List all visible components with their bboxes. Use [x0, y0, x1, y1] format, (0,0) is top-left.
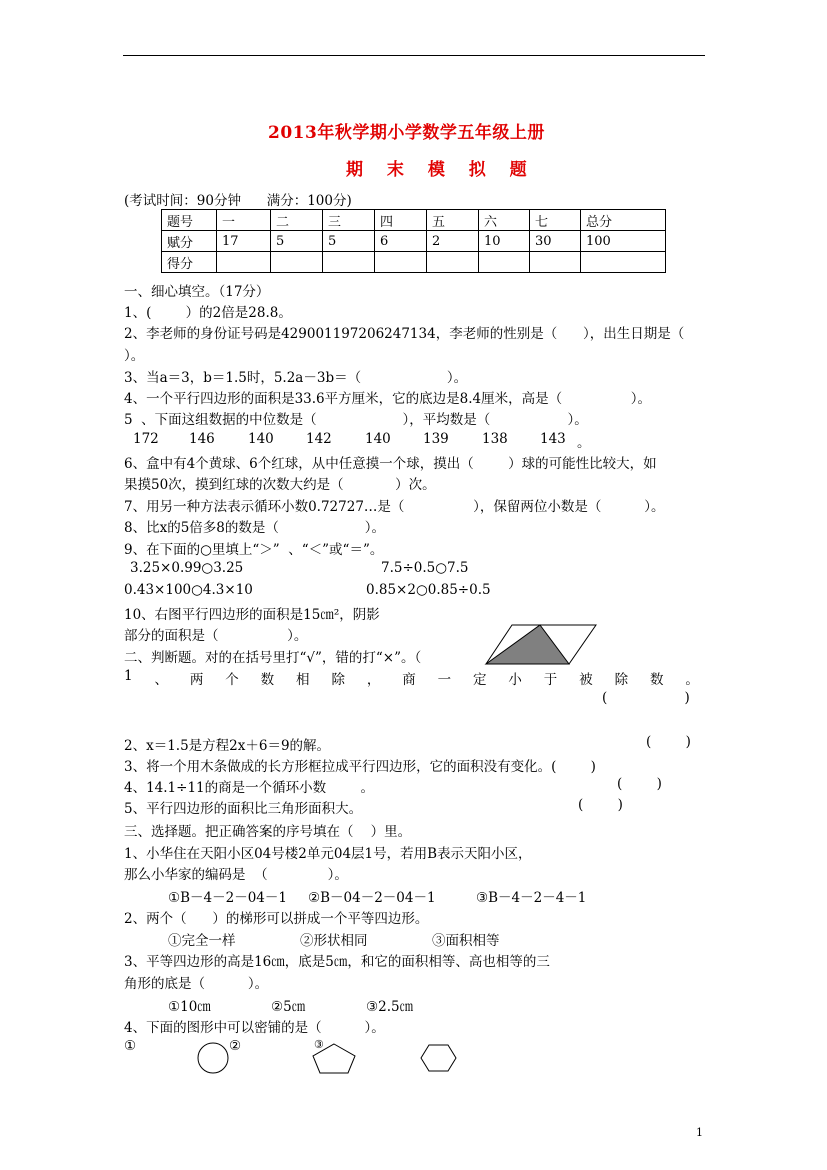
- shape-label: ②: [229, 1038, 242, 1054]
- table-cell: 100: [581, 231, 666, 252]
- parallelogram-figure: [478, 624, 608, 666]
- score-entry-cell[interactable]: [479, 252, 530, 273]
- question-1-10-cont: 部分的面积是（ ）。: [124, 628, 308, 644]
- table-cell: 总分: [581, 210, 666, 231]
- table-cell: 5: [271, 231, 323, 252]
- section3-heading: 三、选择题。把正确答案的序号填在（ ）里。: [124, 824, 412, 840]
- question-3-2: 2、两个（ ）的梯形可以拼成一个平等四边形。: [124, 911, 429, 927]
- option[interactable]: ③B－4－2－4－1: [476, 890, 587, 906]
- table-cell: 2: [427, 231, 479, 252]
- question-1-6: 6、盒中有4个黄球、6个红球，从中任意摸一个球，摸出（ ）球的可能性比较大，如: [124, 456, 657, 472]
- question-2-1: 1 、 两 个 数 相 除 ， 商 一 定 小 于 被 除 数 。: [124, 668, 699, 688]
- table-cell: 七: [530, 210, 581, 231]
- score-entry-cell[interactable]: [375, 252, 427, 273]
- option[interactable]: ②B－04－2－04－1: [308, 890, 436, 906]
- question-1-9: 9、在下面的○里填上“＞” 、“＜”或“＝”。: [124, 542, 384, 558]
- question-1-2: 2、李老师的身份证号码是429001197206247134，李老师的性别是（ ），出生日期是（: [124, 326, 685, 342]
- question-3-3-cont: 角形的底是（ ）。: [124, 976, 269, 992]
- option[interactable]: ①10㎝: [168, 999, 211, 1015]
- question-2-2: 2、x＝1.5是方程2x＋6＝9的解。: [124, 738, 331, 754]
- page-number: 1: [696, 1126, 703, 1139]
- exam-title: 2013年秋学期小学数学五年级上册: [268, 123, 545, 143]
- option[interactable]: ①完全一样: [168, 933, 236, 949]
- answer-paren[interactable]: ( ): [617, 776, 662, 792]
- question-1-6-cont: 果摸50次，摸到红球的次数大约是（ ）次。: [124, 477, 436, 493]
- data-value: 143: [540, 431, 566, 447]
- score-entry-cell[interactable]: [581, 252, 666, 273]
- table-cell: 六: [479, 210, 530, 231]
- comparison-item: 7.5÷0.5○7.5: [381, 560, 469, 576]
- score-table: [161, 209, 666, 273]
- table-cell: 10: [479, 231, 530, 252]
- circle-outline: [198, 1043, 228, 1073]
- data-value: 172: [133, 431, 159, 447]
- question-2-4: 4、14.1÷11的商是一个循环小数 。: [124, 780, 374, 796]
- question-3-3: 3、平等四边形的高是16㎝，底是5㎝，和它的面积相等、高也相等的三: [124, 954, 550, 970]
- table-cell: 得分: [162, 252, 217, 273]
- data-value: 139: [423, 431, 449, 447]
- comparison-item: 0.85×2○0.85÷0.5: [366, 582, 491, 598]
- answer-paren[interactable]: ( ): [602, 690, 690, 706]
- question-1-2-cont: ）。: [124, 348, 145, 364]
- score-table-points-row: [162, 231, 666, 252]
- table-cell: 5: [323, 231, 375, 252]
- data-value: 。: [577, 435, 591, 451]
- question-1-3: 3、当a＝3，b＝1.5时，5.2a－3b＝（ ）。: [124, 370, 468, 386]
- section1-heading: 一、细心填空。（17分）: [124, 284, 270, 300]
- question-3-1-cont: 那么小华家的编码是 （ ）。: [124, 867, 348, 883]
- table-cell: 6: [375, 231, 427, 252]
- data-value: 146: [189, 431, 215, 447]
- table-cell: 五: [427, 210, 479, 231]
- data-value: 138: [482, 431, 508, 447]
- answer-paren[interactable]: ( ): [646, 734, 691, 750]
- option[interactable]: ②5㎝: [271, 999, 306, 1015]
- table-cell: 17: [217, 231, 271, 252]
- comparison-item: 3.25×0.99○3.25: [130, 560, 244, 576]
- score-table-header-row: [162, 210, 666, 231]
- score-entry-cell[interactable]: [271, 252, 323, 273]
- header-rule: [123, 55, 705, 56]
- shape-label: ③: [314, 1038, 324, 1051]
- question-2-3: 3、将一个用木条做成的长方形框拉成平行四边形，它的面积没有变化。( ): [124, 759, 596, 775]
- table-cell: 四: [375, 210, 427, 231]
- score-table-earned-row: [162, 252, 666, 273]
- table-cell: 题号: [162, 210, 217, 231]
- question-3-4: 4、下面的图形中可以密铺的是（ ）。: [124, 1020, 385, 1036]
- answer-paren[interactable]: ( ): [578, 797, 623, 813]
- pentagon-shape[interactable]: [311, 1042, 361, 1076]
- table-cell: 赋分: [162, 231, 217, 252]
- exam-info: (考试时间：90分钟 满分：100分): [124, 193, 352, 209]
- hexagon-shape[interactable]: [420, 1044, 460, 1074]
- score-entry-cell[interactable]: [217, 252, 271, 273]
- option[interactable]: ③2.5㎝: [366, 999, 414, 1015]
- circle-shape[interactable]: [195, 1041, 235, 1075]
- exam-subtitle: 期 末 模 拟 题: [346, 160, 536, 180]
- option[interactable]: ①B－4－2－04－1: [168, 890, 287, 906]
- shape-label: ①: [124, 1038, 137, 1054]
- question-1-5: 5 、下面这组数据的中位数是（ ），平均数是（ ）。: [124, 412, 588, 428]
- data-value: 140: [365, 431, 391, 447]
- question-2-5: 5、平行四边形的面积比三角形面积大。: [124, 801, 363, 817]
- question-3-1: 1、小华住在天阳小区04号楼2单元04层1号，若用B表示天阳小区，: [124, 846, 532, 862]
- table-cell: 30: [530, 231, 581, 252]
- table-cell: 二: [271, 210, 323, 231]
- option[interactable]: ③面积相等: [432, 933, 500, 949]
- data-value: 140: [248, 431, 274, 447]
- section2-heading: 二、判断题。对的在括号里打“√”，错的打“×”。（: [124, 650, 422, 666]
- comparison-item: 0.43×100○4.3×10: [124, 582, 253, 598]
- question-1-8: 8、比x的5倍多8的数是（ ）。: [124, 520, 385, 536]
- hexagon-outline: [421, 1045, 456, 1071]
- question-1-4: 4、一个平行四边形的面积是33.6平方厘米，它的底边是8.4厘米，高是（ ）。: [124, 391, 652, 407]
- pentagon-outline: [313, 1044, 355, 1073]
- score-entry-cell[interactable]: [323, 252, 375, 273]
- table-cell: 一: [217, 210, 271, 231]
- data-value: 142: [306, 431, 332, 447]
- question-1-10: 10、右图平行四边形的面积是15㎝²，阴影: [124, 607, 380, 623]
- question-1-7: 7、用另一种方法表示循环小数0.72727…是（ ），保留两位小数是（ ）。: [124, 499, 665, 515]
- score-entry-cell[interactable]: [427, 252, 479, 273]
- question-1-1: 1、( ）的2倍是28.8。: [124, 305, 292, 321]
- option[interactable]: ②形状相同: [300, 933, 368, 949]
- score-entry-cell[interactable]: [530, 252, 581, 273]
- table-cell: 三: [323, 210, 375, 231]
